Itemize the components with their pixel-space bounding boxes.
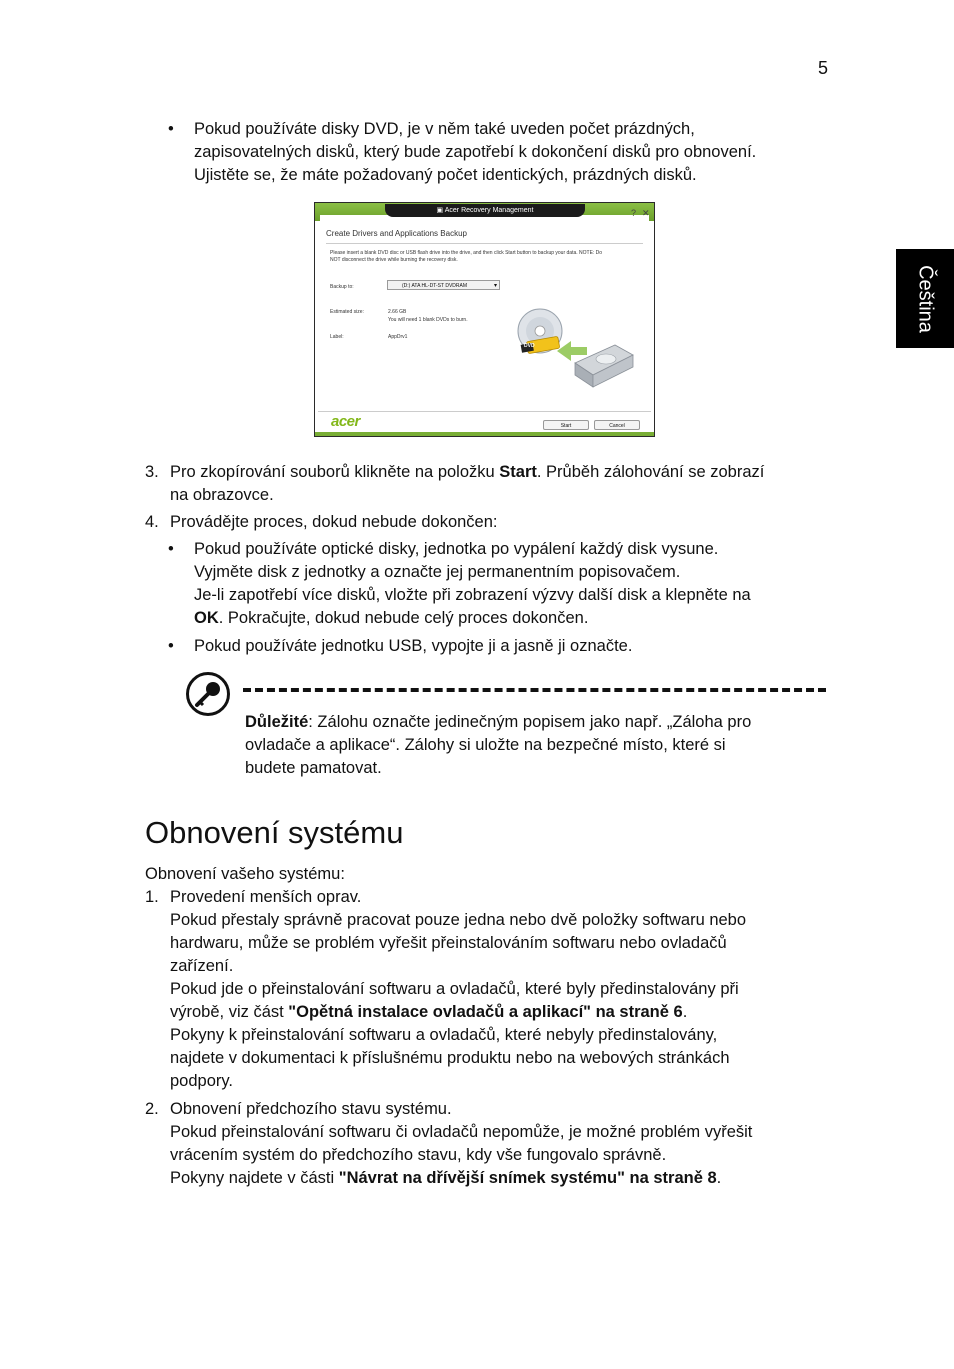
step-number: 3. xyxy=(145,463,159,481)
text-line: najdete v dokumentaci k příslušnému produktu nebo na webových stránkách xyxy=(170,1049,730,1067)
divider xyxy=(326,243,643,244)
text-line: podpory. xyxy=(170,1072,233,1090)
app-icon: ▣ xyxy=(436,207,444,214)
estimated-size-note: You will need 1 blank DVDs to burn. xyxy=(388,317,468,323)
cross-reference-link[interactable]: "Opětná instalace ovladačů a aplikací" na straně 6 xyxy=(288,1003,683,1021)
label-field-label: Label: xyxy=(330,334,344,340)
recovery-management-screenshot xyxy=(314,202,655,437)
dvd-bullet-text xyxy=(194,118,834,187)
window-title-text: Acer Recovery Management xyxy=(444,207,534,214)
backup-drive-select[interactable] xyxy=(387,280,500,290)
instruction-text xyxy=(330,250,640,264)
dialog-heading: Create Drivers and Applications Backup xyxy=(326,229,467,238)
section-intro: Obnovení vašeho systému: xyxy=(145,865,345,883)
text-line: Důležité: Zálohu označte jedinečným popisem jako např. „Záloha pro xyxy=(245,713,752,731)
instruction-line: Please insert a blank DVD disc or USB flash drive into the drive, and then click Start button to backup your data. NOTE: Do xyxy=(330,250,603,256)
item2-text xyxy=(170,1098,850,1190)
bullet-marker: • xyxy=(168,540,174,558)
cancel-button[interactable]: Cancel xyxy=(594,420,640,430)
text-line: Pokud přestaly správně pracovat pouze jedna nebo dvě položky softwaru nebo xyxy=(170,911,747,929)
bullet-marker: • xyxy=(168,120,174,138)
chevron-down-icon: ▾ xyxy=(493,283,497,289)
divider xyxy=(318,411,651,412)
text-line: hardwaru, může se problém vyřešit přeinstalováním softwaru nebo ovladačů xyxy=(170,934,727,952)
text-line: Pokyny najdete v části "Návrat na dřívější snímek systému" na straně 8. xyxy=(170,1169,722,1187)
usb-bullet-text: Pokud používáte jednotku USB, vypojte ji a jasně ji označte. xyxy=(194,637,633,655)
estimated-size-label: Estimated size: xyxy=(330,309,364,315)
acer-logo: acer xyxy=(331,413,360,430)
text-line: Je-li zapotřebí více disků, vložte při zobrazení výzvy další disk a klepněte na xyxy=(194,586,751,604)
estimated-size-value: 2.66 GB xyxy=(388,309,407,315)
text-line: na obrazovce. xyxy=(170,486,274,504)
text-line: ovladače a aplikace“. Zálohy si uložte na bezpečné místo, které si xyxy=(245,736,726,754)
window-frame-bottom xyxy=(315,432,654,436)
text-line: Pokud přeinstalování softwaru či ovladačů nepomůže, je možné problém vyřešit xyxy=(170,1123,753,1141)
text-line: Pro zkopírování souborů klikněte na položku Start. Průběh zálohování se zobrazí xyxy=(170,463,765,481)
text-line: Pokud používáte disky DVD, je v něm také uveden počet prázdných, xyxy=(194,120,695,138)
text-line: OK. Pokračujte, dokud nebude celý proces dokončen. xyxy=(194,609,589,627)
list-number: 2. xyxy=(145,1100,159,1118)
backup-illustration xyxy=(505,303,645,403)
start-button[interactable]: Start xyxy=(543,420,589,430)
backup-to-label: Backup to: xyxy=(330,284,354,290)
cross-reference-link[interactable]: "Návrat na dřívější snímek systému" na straně 8 xyxy=(338,1169,717,1187)
text-line: Vyjměte disk z jednotky a označte jej permanentním popisovačem. xyxy=(194,563,681,581)
backup-drive-value: (D:) ATA HL-DT-ST DVDRAM xyxy=(402,283,468,289)
text-line: výrobě, viz část "Opětná instalace ovladačů a aplikací" na straně 6. xyxy=(170,1003,688,1021)
label-field-value: AppDrv1 xyxy=(388,334,408,340)
dvd-badge: DVD xyxy=(524,343,535,349)
arrow-left-icon xyxy=(557,341,587,361)
item-title: Obnovení předchozího stavu systému. xyxy=(170,1100,452,1118)
text-line: Pokud jde o přeinstalování softwaru a ovladačů, které byly předinstalovány při xyxy=(170,980,739,998)
window-title xyxy=(385,204,585,217)
text-line: Ujistěte se, že máte požadovaný počet identických, prázdných disků. xyxy=(194,166,697,184)
important-note xyxy=(245,711,845,780)
text-line: Pokyny k přeinstalování softwaru a ovladačů, které nebyly předinstalovány, xyxy=(170,1026,718,1044)
optical-bullet-text xyxy=(194,538,834,630)
item-title: Provedení menších oprav. xyxy=(170,888,362,906)
close-icon[interactable]: ✕ xyxy=(642,208,650,218)
note-divider xyxy=(243,688,826,692)
step4-text: Provádějte proces, dokud nebude dokončen: xyxy=(170,513,498,531)
page-number: 5 xyxy=(818,58,829,78)
instruction-line: NOT disconnect the drive while burning the recovery disk. xyxy=(330,257,458,263)
text-line: zapisovatelných disků, který bude zapotřebí k dokončení disků pro obnovení. xyxy=(194,143,757,161)
important-icon xyxy=(185,671,231,717)
text-line: zařízení. xyxy=(170,957,234,975)
step-number: 4. xyxy=(145,513,159,531)
bullet-marker: • xyxy=(168,637,174,655)
text-line: vrácením systém do předchozího stavu, kdy vše fungovalo správně. xyxy=(170,1146,667,1164)
language-tab xyxy=(896,249,954,348)
language-tab-label: Čeština xyxy=(914,264,937,333)
list-number: 1. xyxy=(145,888,159,906)
item1-text xyxy=(170,886,850,1093)
text-line: budete pamatovat. xyxy=(245,759,382,777)
help-icon[interactable]: ? xyxy=(631,208,637,218)
text-line: Pokud používáte optické disky, jednotka po vypálení každý disk vysune. xyxy=(194,540,719,558)
section-title: Obnovení systému xyxy=(145,815,404,850)
step3-text xyxy=(170,461,850,507)
